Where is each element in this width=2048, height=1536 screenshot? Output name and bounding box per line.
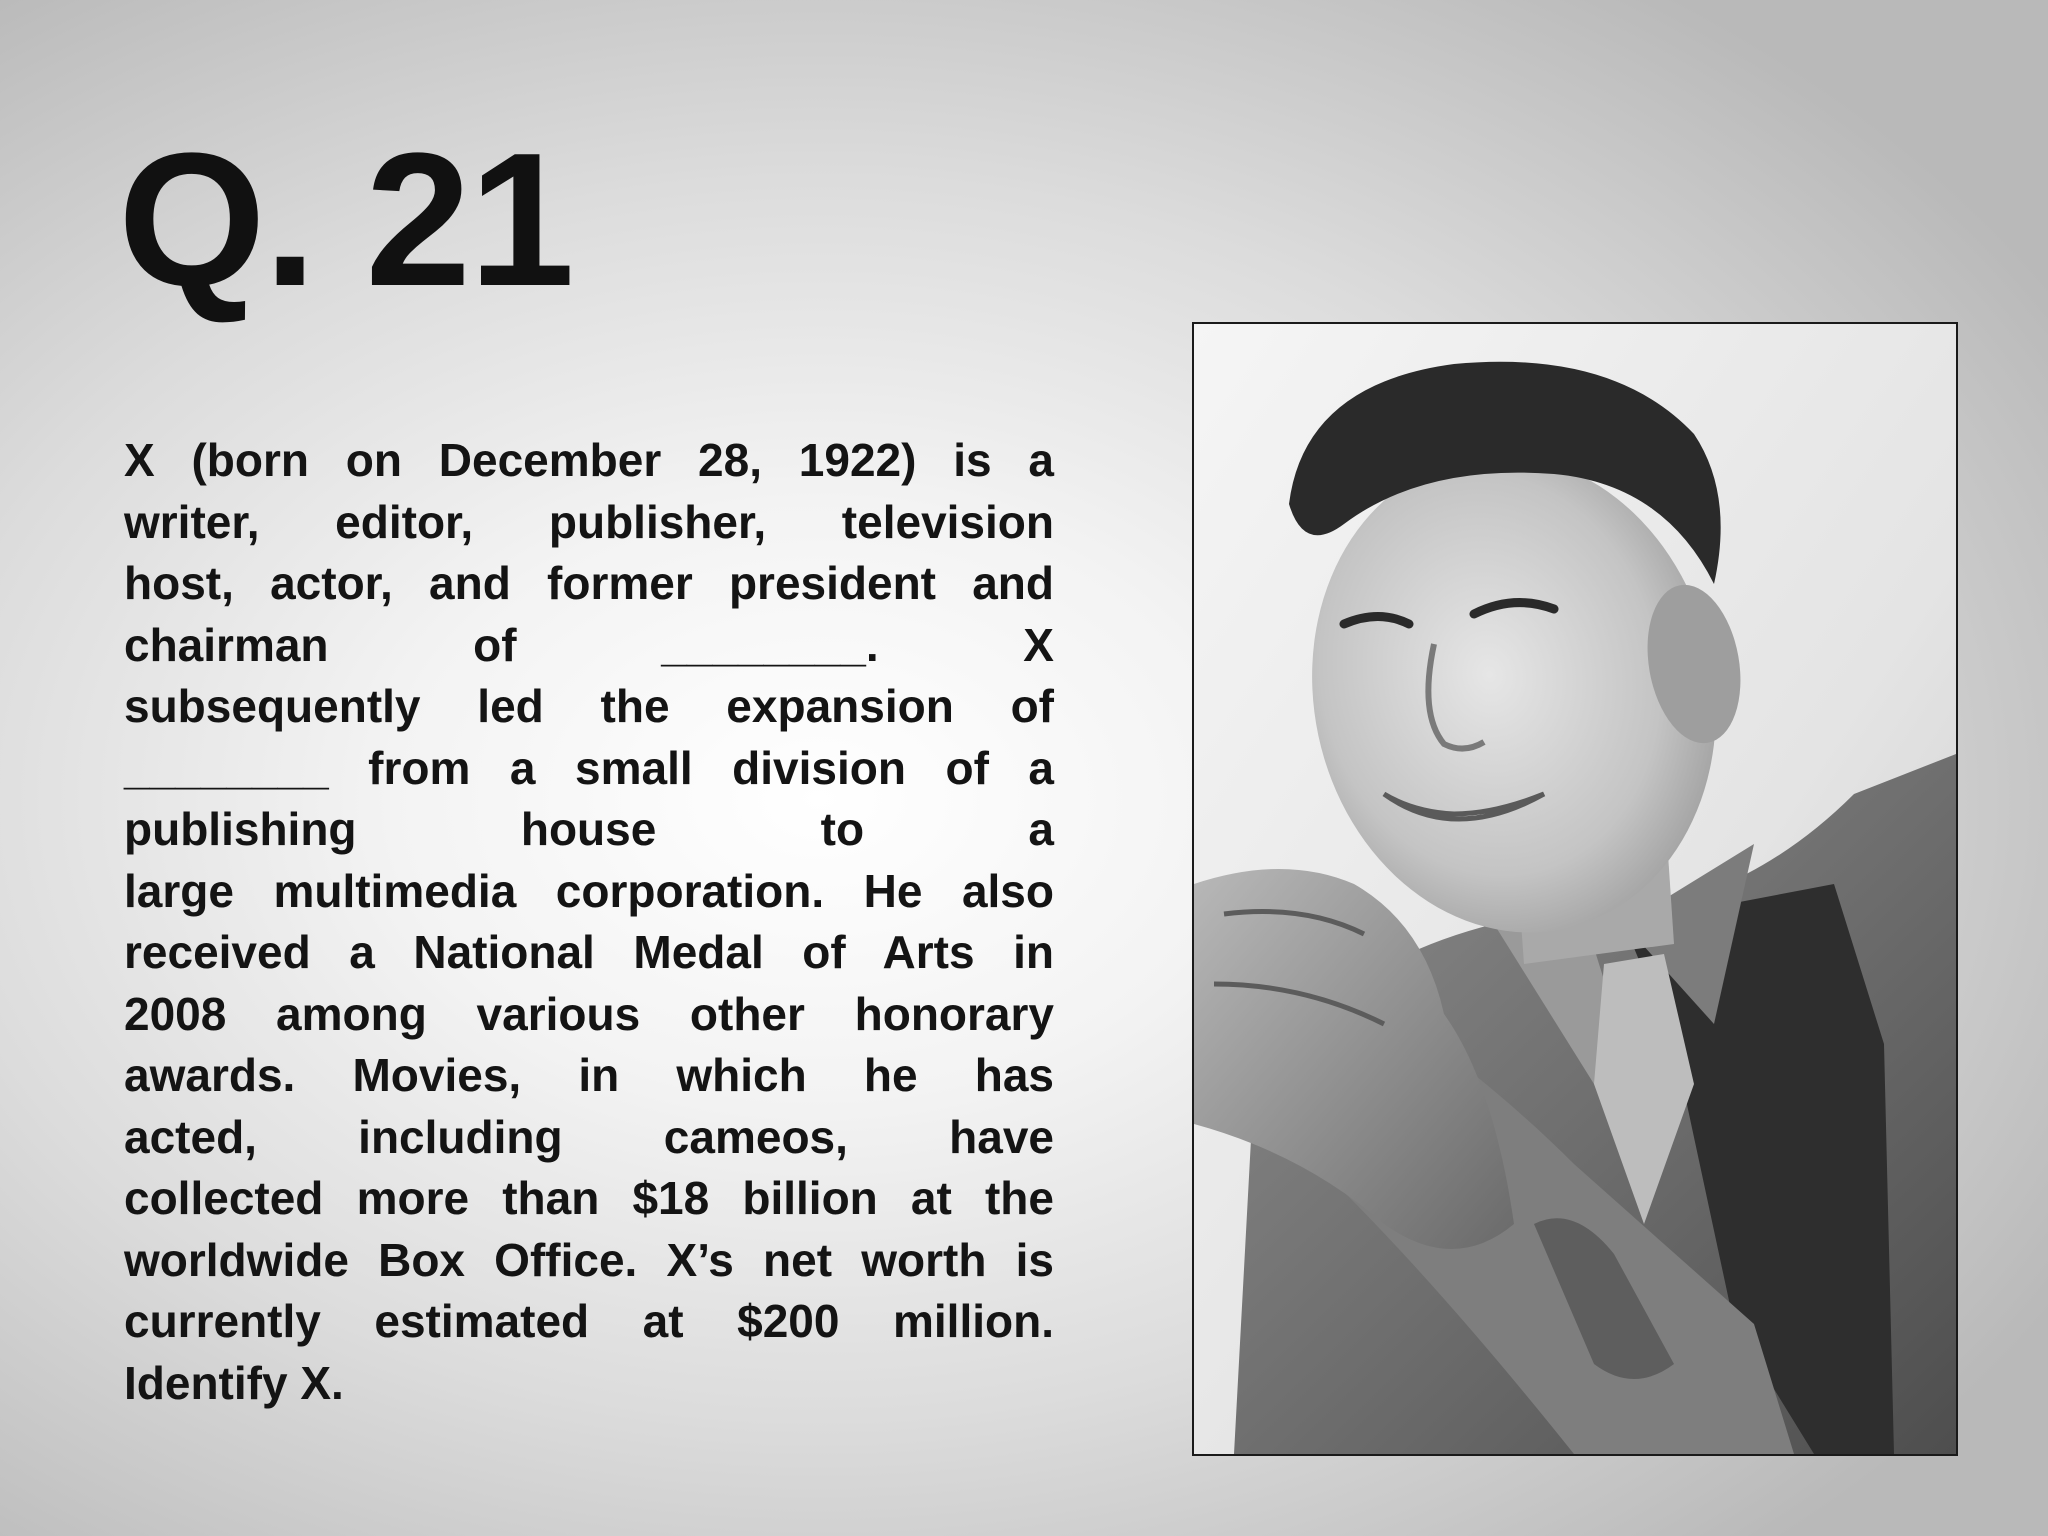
question-line: received a National Medal of Arts in [124, 926, 1054, 978]
question-line: chairman of ________. X [124, 618, 1054, 671]
question-line: ________ from a small division of a [124, 741, 1054, 794]
portrait-photo [1192, 322, 1958, 1456]
question-line: host, actor, and former president and [124, 557, 1054, 609]
portrait-illustration [1194, 324, 1956, 1454]
question-line: publishing house to a [124, 803, 1054, 855]
question-line: acted, including cameos, have [124, 1110, 1054, 1163]
question-line: large multimedia corporation. He also [124, 864, 1054, 917]
question-line: X (born on December 28, 1922) is a [124, 434, 1054, 486]
question-text [124, 430, 1054, 1414]
question-line: subsequently led the expansion of [124, 680, 1054, 732]
question-line: worldwide Box Office. X’s net worth is [124, 1233, 1054, 1286]
question-line: Identify X. [124, 1356, 344, 1409]
question-line: awards. Movies, in which he has [124, 1049, 1054, 1101]
question-line: currently estimated at $200 million. [124, 1295, 1054, 1347]
question-line: collected more than $18 billion at the [124, 1172, 1054, 1224]
question-line: 2008 among various other honorary [124, 987, 1054, 1040]
question-line: writer, editor, publisher, television [124, 495, 1054, 548]
slide-title: Q. 21 [118, 114, 573, 326]
